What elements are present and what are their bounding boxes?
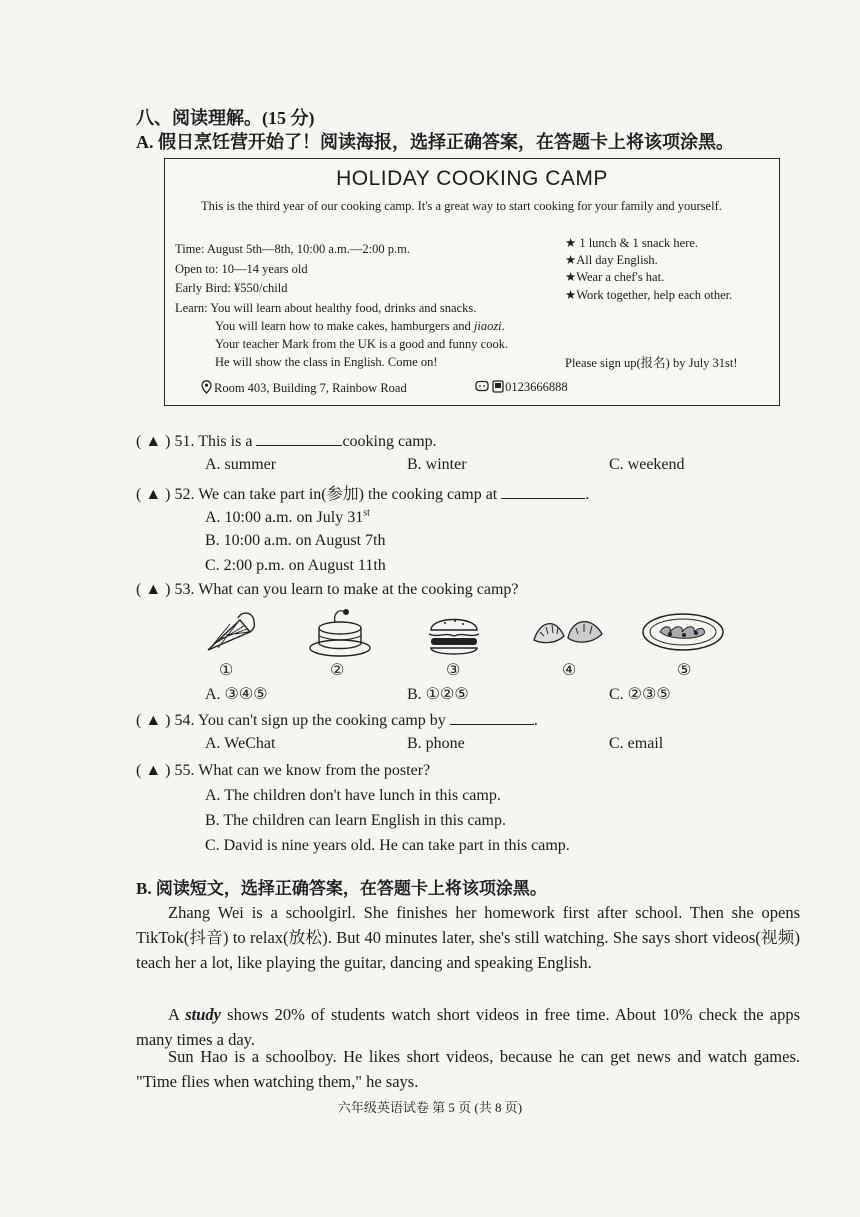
location-pin-icon bbox=[201, 380, 212, 394]
ice-cream-cone-icon bbox=[200, 606, 260, 660]
option-53-c[interactable]: C. ②③⑤ bbox=[609, 686, 671, 703]
section-a-instruction: A. 假日烹饪营开始了！阅读海报，选择正确答案，在答题卡上将该项涂黑。 bbox=[136, 132, 734, 152]
cake-icon bbox=[305, 606, 375, 660]
poster-address: Room 403, Building 7, Rainbow Road bbox=[214, 381, 407, 395]
poster-star-3: ★Wear a chef's hat. bbox=[565, 270, 665, 284]
question-53 bbox=[136, 581, 519, 599]
poster-learn-2 bbox=[215, 319, 505, 334]
poster-address-row bbox=[201, 380, 407, 396]
picture-number-5: ⑤ bbox=[677, 662, 692, 679]
section-b-instruction: B. 阅读短文，选择正确答案，在答题卡上将该项涂黑。 bbox=[136, 879, 547, 898]
answer-mark[interactable]: ( ▲ ) bbox=[136, 712, 171, 729]
poster-early-bird: Early Bird: ¥550/child bbox=[175, 281, 288, 295]
wechat-icon bbox=[475, 380, 489, 393]
section-title: 八、阅读理解。(15 分) bbox=[136, 108, 315, 128]
answer-blank bbox=[501, 484, 585, 499]
option-55-b[interactable]: B. The children can learn English in this camp. bbox=[205, 812, 506, 829]
question-stem-end: . bbox=[585, 486, 590, 503]
question-stem: 53. What can you learn to make at the cooking camp? bbox=[174, 581, 519, 598]
page-footer: 六年级英语试卷 第 5 页 (共 8 页) bbox=[337, 1100, 523, 1115]
option-51-a[interactable]: A. summer bbox=[205, 456, 277, 473]
poster-open-to: Open to: 10—14 years old bbox=[175, 262, 308, 276]
answer-mark[interactable]: ( ▲ ) bbox=[136, 433, 171, 450]
option-52-a[interactable]: A. 10:00 a.m. on July 31st bbox=[205, 508, 370, 527]
question-stem-end: . bbox=[533, 712, 538, 729]
option-52-c[interactable]: C. 2:00 p.m. on August 11th bbox=[205, 557, 386, 574]
poster-phone-row bbox=[475, 380, 568, 395]
poster-learn-3: Your teacher Mark from the UK is a good and funny cook. bbox=[215, 337, 509, 351]
hamburger-icon bbox=[425, 610, 483, 660]
option-54-b[interactable]: B. phone bbox=[407, 735, 465, 752]
cooking-camp-poster bbox=[164, 158, 780, 406]
poster-title: HOLIDAY COOKING CAMP bbox=[336, 167, 608, 190]
option-53-a[interactable]: A. ③④⑤ bbox=[205, 686, 268, 703]
question-stem: 52. We can take part in(参加) the cooking camp at bbox=[174, 486, 498, 503]
passage-paragraph-1: Zhang Wei is a schoolgirl. She finishes her homework first after school. Then she opens TikTok(抖音) to relax(放松). But 40 minutes later, she's still watching. She says short videos(视频) teach her a lot, like playing the guitar, dancing and speaking English. bbox=[136, 903, 800, 972]
picture-number-4: ④ bbox=[562, 662, 577, 679]
phone-icon bbox=[492, 380, 504, 393]
option-51-c[interactable]: C. weekend bbox=[609, 456, 685, 473]
answer-blank bbox=[256, 431, 342, 446]
poster-learn-2-text: You will learn how to make cakes, hamburgers and jiaozi. bbox=[215, 319, 505, 333]
passage-paragraph-2: A study shows 20% of students watch short videos in free time. About 10% check the apps many times a day. bbox=[136, 1005, 800, 1049]
question-51 bbox=[136, 431, 437, 451]
question-stem: 55. What can we know from the poster? bbox=[174, 762, 431, 779]
poster-time: Time: August 5th—8th, 10:00 a.m.—2:00 p.m. bbox=[175, 242, 410, 256]
option-54-a[interactable]: A. WeChat bbox=[205, 735, 276, 752]
answer-mark[interactable]: ( ▲ ) bbox=[136, 486, 171, 503]
picture-number-3: ③ bbox=[446, 662, 461, 679]
picture-number-2: ② bbox=[330, 662, 345, 679]
poster-star-1: ★ 1 lunch & 1 snack here. bbox=[565, 236, 699, 250]
option-54-c[interactable]: C. email bbox=[609, 735, 664, 752]
answer-mark[interactable]: ( ▲ ) bbox=[136, 762, 171, 779]
picture-number-1: ① bbox=[219, 662, 234, 679]
option-52-b[interactable]: B. 10:00 a.m. on August 7th bbox=[205, 532, 386, 549]
question-52 bbox=[136, 481, 589, 504]
question-54 bbox=[136, 710, 538, 730]
poster-phone: 0123666888 bbox=[505, 380, 568, 394]
salad-plate-icon bbox=[640, 610, 726, 654]
answer-blank bbox=[450, 710, 534, 725]
question-stem-end: cooking camp. bbox=[342, 433, 437, 450]
passage-paragraph-3: Sun Hao is a schoolboy. He likes short videos, because he can get news and watch games. "Time flies when watching them," he says. bbox=[136, 1047, 800, 1091]
poster-learn-4: He will show the class in English. Come on! bbox=[215, 355, 438, 369]
question-stem: 54. You can't sign up the cooking camp by bbox=[174, 712, 446, 729]
option-51-b[interactable]: B. winter bbox=[407, 456, 467, 473]
option-55-a[interactable]: A. The children don't have lunch in this camp. bbox=[205, 787, 501, 804]
option-53-b[interactable]: B. ①②⑤ bbox=[407, 686, 469, 703]
poster-intro: This is the third year of our cooking camp. It's a great way to start cooking for your family and yourself. bbox=[201, 199, 722, 213]
question-55 bbox=[136, 762, 430, 780]
answer-mark[interactable]: ( ▲ ) bbox=[136, 581, 171, 598]
poster-signup: Please sign up(报名) by July 31st! bbox=[565, 356, 738, 370]
option-55-c[interactable]: C. David is nine years old. He can take part in this camp. bbox=[205, 837, 570, 854]
poster-learn-1: Learn: You will learn about healthy food, drinks and snacks. bbox=[175, 301, 477, 315]
question-stem: 51. This is a bbox=[174, 433, 253, 450]
poster-star-4: ★Work together, help each other. bbox=[565, 288, 733, 302]
jiaozi-icon bbox=[530, 610, 606, 654]
poster-star-2: ★All day English. bbox=[565, 253, 658, 267]
